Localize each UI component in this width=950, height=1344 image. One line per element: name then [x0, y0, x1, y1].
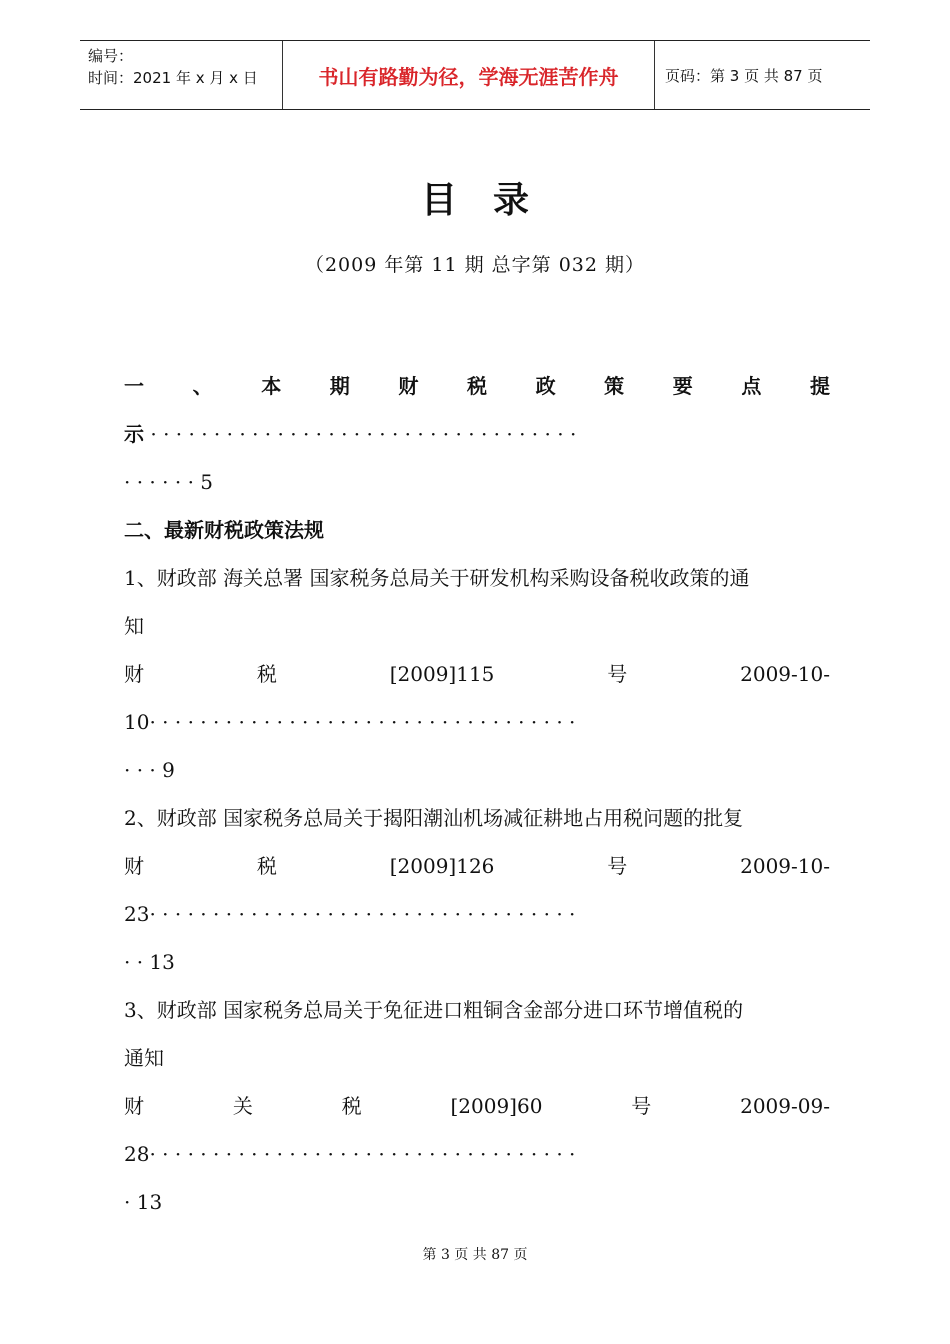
doc-ref-part: 号	[631, 1094, 652, 1118]
toc-item3-title: 3、财政部 国家税务总局关于免征进口粗铜含金部分进口环节增值税的	[124, 998, 744, 1022]
toc-section1-heading	[124, 372, 830, 400]
doc-ref-part: 财	[124, 854, 144, 878]
toc-item3-page: · 13	[124, 1190, 163, 1214]
toc-item1-doc-ref	[124, 660, 830, 688]
toc-item1-title-cont: 知	[124, 614, 144, 638]
toc-item2-page: · · 13	[124, 950, 175, 974]
doc-ref-part: 税	[341, 1094, 362, 1118]
heading-char: 政	[535, 374, 556, 398]
doc-ref-part: 2009-09-	[740, 1094, 830, 1118]
toc-item1-title: 1、财政部 海关总署 国家税务总局关于研发机构采购设备税收政策的通	[124, 566, 750, 590]
toc-item1-dots: 10· · · · · · · · · · · · · · · · · · · · · · · · · · · · · · · · · ·	[124, 710, 576, 734]
header-motto: 书山有路勤为径，学海无涯苦作舟	[282, 41, 655, 109]
toc-item3-title-cont: 通知	[124, 1046, 164, 1070]
heading-char: 财	[398, 374, 419, 398]
heading-char: 一	[124, 374, 144, 398]
doc-ref-part: 号	[607, 854, 628, 878]
page-header	[80, 40, 870, 110]
doc-ref-part: 财	[124, 662, 144, 686]
toc-item3-doc-ref	[124, 1092, 830, 1120]
toc-section1-line2	[124, 420, 830, 448]
heading-char: 提	[809, 374, 830, 398]
heading-char: 策	[604, 374, 625, 398]
doc-ref-part: [2009]115	[389, 662, 495, 686]
document-date: 时间：2021 年 x 月 x 日	[88, 69, 258, 87]
toc-item2-title: 2、财政部 国家税务总局关于揭阳潮汕机场减征耕地占用税问题的批复	[124, 806, 744, 830]
issue-subtitle: （2009 年第 11 期 总字第 032 期）	[304, 254, 646, 276]
toc-item2-dots: 23· · · · · · · · · · · · · · · · · · · · · · · · · · · · · · · · · ·	[124, 902, 576, 926]
toc-section1-page: · · · · · · 5	[124, 470, 214, 494]
header-page-info: 页码：第 3 页 共 87 页	[665, 66, 823, 85]
page-footer: 第 3 页 共 87 页	[422, 1247, 528, 1263]
toc-item2-doc-ref	[124, 852, 830, 880]
doc-ref-part: 税	[256, 854, 277, 878]
heading-char: 税	[466, 374, 487, 398]
doc-ref-part: 2009-10-	[740, 854, 830, 878]
doc-ref-part: 关	[232, 1094, 253, 1118]
toc-item1-page: · · · 9	[124, 758, 175, 782]
leader-dots: · · · · · · · · · · · · · · · · · · · · · · · · · · · · · · · · · ·	[150, 422, 577, 446]
heading-char: 期	[329, 374, 350, 398]
doc-ref-part: [2009]60	[450, 1094, 543, 1118]
doc-ref-part: [2009]126	[389, 854, 495, 878]
document-number-label: 编号：	[88, 47, 134, 65]
page-title: 目录	[420, 180, 565, 221]
heading-char: 点	[741, 374, 762, 398]
doc-ref-part: 财	[124, 1094, 144, 1118]
toc-section2-heading: 二、最新财税政策法规	[124, 518, 324, 542]
toc-item3-dots: 28· · · · · · · · · · · · · · · · · · · · · · · · · · · · · · · · · ·	[124, 1142, 576, 1166]
heading-char: 示	[124, 422, 144, 446]
doc-ref-part: 2009-10-	[740, 662, 830, 686]
heading-char: 要	[672, 374, 693, 398]
doc-ref-part: 税	[256, 662, 277, 686]
heading-char: 本	[261, 374, 282, 398]
doc-ref-part: 号	[607, 662, 628, 686]
heading-char: 、	[192, 374, 213, 398]
header-meta-cell	[80, 41, 282, 109]
